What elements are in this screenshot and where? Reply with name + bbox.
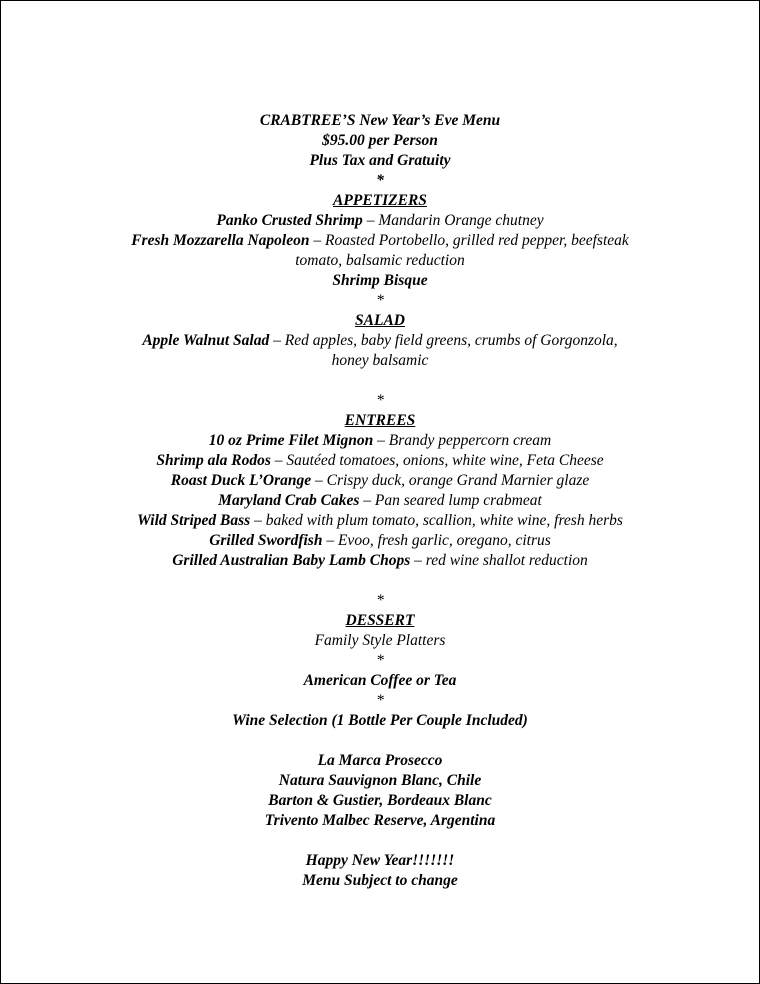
menu-item-name: Roast Duck L’Orange [170,472,312,489]
menu-item-desc: – Roasted Portobello, grilled red pepper, beefsteak [309,232,629,249]
separator: * [376,392,384,409]
wine-item: La Marca Prosecco [317,752,443,769]
separator: * [376,292,384,309]
separator: * [376,592,384,609]
menu-item-desc: – Mandarin Orange chutney [362,212,544,229]
menu-item-desc: – red wine shallot reduction [410,552,588,569]
wine-item: Natura Sauvignon Blanc, Chile [278,772,482,789]
wine-item: Trivento Malbec Reserve, Argentina [264,812,496,829]
menu-item-desc-cont: honey balsamic [331,352,429,369]
menu-item-name: Wild Striped Bass [137,512,251,529]
menu-item-name: Shrimp ala Rodos [156,452,271,469]
menu-price: $95.00 per Person [322,132,438,149]
menu-item [61,511,699,531]
menu-item-name: Grilled Swordfish [209,532,323,549]
menu-item [61,471,699,491]
separator: * [376,172,384,189]
separator: * [376,692,384,709]
spacer [61,371,699,391]
menu-price-note: Plus Tax and Gratuity [309,152,451,169]
spacer [61,731,699,751]
menu-item-name: Shrimp Bisque [332,272,428,289]
menu-item-name: Fresh Mozzarella Napoleon [131,232,310,249]
menu-item-desc: – Pan seared lump crabmeat [359,492,542,509]
menu-item-desc: – Brandy peppercorn cream [373,432,552,449]
wine-heading: Wine Selection (1 Bottle Per Couple Included) [232,712,528,729]
coffee-item: American Coffee or Tea [303,672,457,689]
menu-item-name: Apple Walnut Salad [142,332,270,349]
menu-item [61,211,699,231]
menu-item [61,491,699,511]
menu-item-desc: – Crispy duck, orange Grand Marnier glaze [311,472,590,489]
menu-item-desc-cont: tomato, balsamic reduction [295,252,465,269]
menu-item [61,451,699,471]
menu-item-name: Maryland Crab Cakes [218,492,360,509]
spacer [61,831,699,851]
menu-item [61,231,699,251]
menu-item-desc: – Red apples, baby field greens, crumbs of Gorgonzola, [269,332,618,349]
menu-item [61,331,699,351]
menu-item-name: Panko Crusted Shrimp [216,212,363,229]
spacer [61,571,699,591]
menu-item-name: 10 oz Prime Filet Mignon [208,432,374,449]
menu-item-name: Grilled Australian Baby Lamb Chops [172,552,411,569]
entrees-heading: ENTREES [344,412,416,429]
menu-content [61,111,699,891]
menu-item-desc: – baked with plum tomato, scallion, white wine, fresh herbs [250,512,623,529]
greeting: Happy New Year!!!!!!! [305,852,455,869]
salad-heading: SALAD [355,312,405,329]
appetizers-heading: APPETIZERS [333,192,427,209]
menu-item [61,431,699,451]
dessert-desc: Family Style Platters [314,632,446,649]
menu-item-desc: – Evoo, fresh garlic, oregano, citrus [322,532,551,549]
dessert-heading: DESSERT [345,612,415,629]
menu-item [61,551,699,571]
menu-title: CRABTREE’S New Year’s Eve Menu [259,112,501,129]
menu-item-desc: – Sautéed tomatoes, onions, white wine, Feta Cheese [270,452,604,469]
menu-change-note: Menu Subject to change [302,872,458,889]
menu-item [61,531,699,551]
separator: * [376,652,384,669]
wine-item: Barton & Gustier, Bordeaux Blanc [268,792,492,809]
